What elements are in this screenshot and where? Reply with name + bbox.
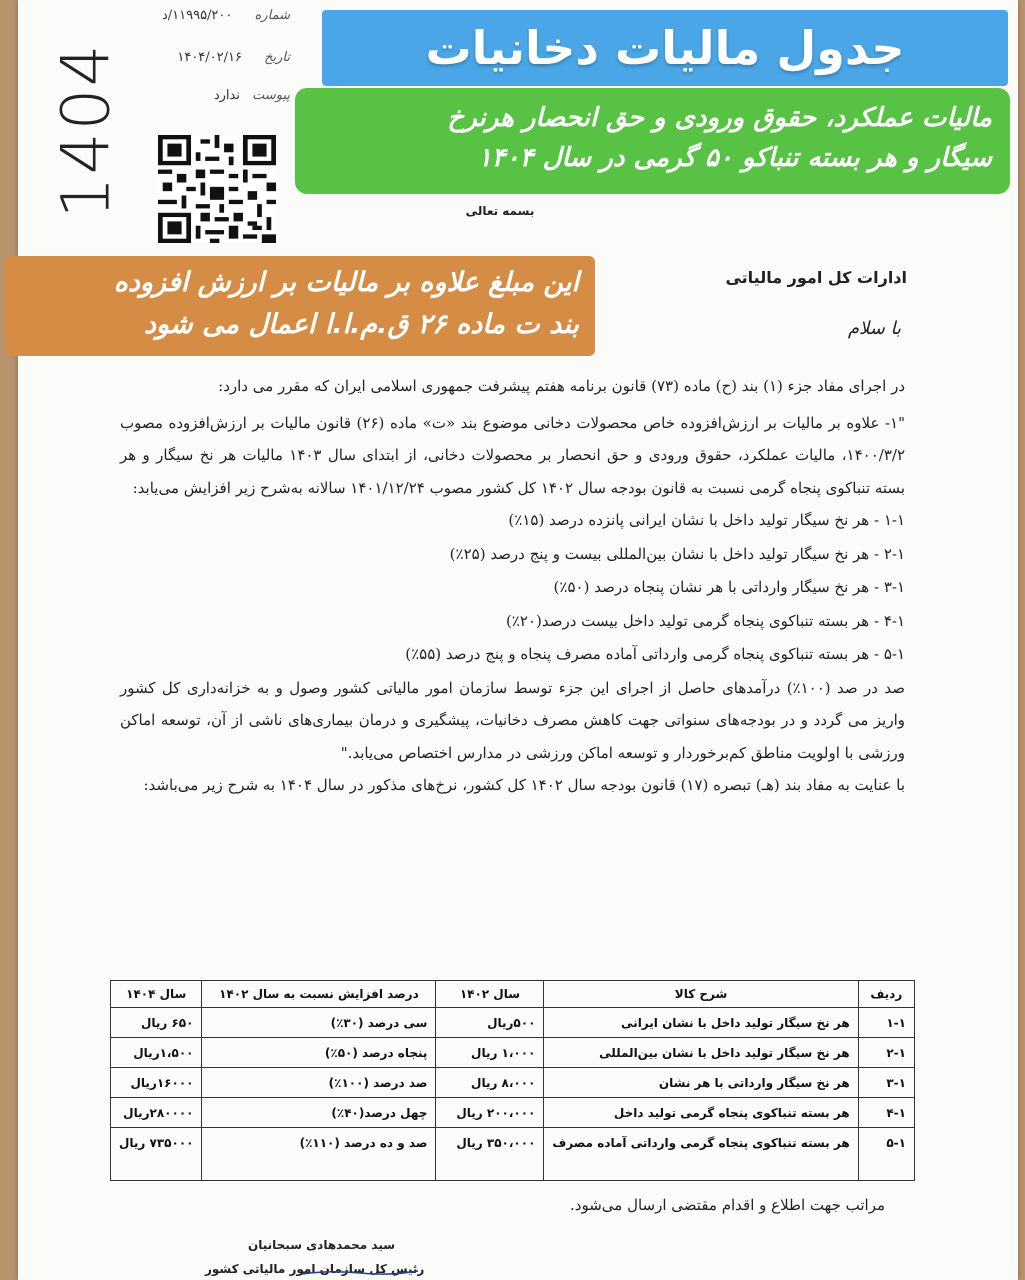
tax-rates-table [110,980,915,1181]
header-row-number: ردیف [858,981,914,1008]
vat-note-line-2: بند ت ماده ۲۶ ق.م.ا.ا اعمال می شود [144,309,579,340]
closing-sentence: مراتب جهت اطلاع و اقدام مقتضی ارسال می‌شود. [570,1196,885,1214]
cell-description: هر نخ سیگار تولید داخل با نشان ایرانی [544,1008,858,1038]
vat-note-line-1: این مبلغ علاوه بر مالیات بر ارزش افزوده [113,267,579,298]
law-paragraph-2: صد در صد (۱۰۰٪) درآمدهای حاصل از اجرای این جزء توسط سازمان امور مالیاتی کشور وصول و به خزانه‌داری کل کشور واریز می گردد و در بودجه‌های سنواتی جهت کاهش مصرف دخانیات، پیشگیری و درمان بیماری‌های ناشی از آن، توسعه اماکن ورزشی با اولویت مناطق کم‌برخوردار و توسعه اماکن ورزشی در مدارس اختصاص می‌یابد." [120,678,905,762]
greeting: با سلام [847,318,901,339]
rates-intro-paragraph: با عنایت به مفاد بند (هـ) تبصره (۱۷) قانون بودجه سال ۱۴۰۲ کل کشور، نرخ‌های مذکور در سال ۱۴۰۴ به شرح زیر می‌باشد: [143,776,905,794]
letter-body [120,370,905,802]
cell-row-number: ۴-۱ [858,1098,914,1128]
letter-number [150,8,290,23]
title-banner [322,10,1008,86]
year-vertical: 1404 [47,42,125,218]
signer-title: رئیس کل سازمان امور مالیاتی کشور [205,1262,425,1276]
table-header-row [111,981,915,1008]
table-row [111,1008,915,1038]
subtitle-banner [295,88,1010,194]
cell-row-number: ۵-۱ [858,1128,914,1181]
law-paragraph-1: "۱- علاوه بر مالیات بر ارزش‌افزوده خاص محصولات دخانی موضوع بند «ت» ماده (۲۶) قانون مالیات بر ارزش‌افزوده مصوب ۱۴۰۰/۳/۲، مالیات عملکرد، حقوق ورودی و حق انحصار بر محصولات دخانی، از ابتدای سال ۱۴۰۳ مالیات هر نخ سیگار و هر بسته تنباکوی پنجاه گرمی نسبت به قانون بودجه سال ۱۴۰۲ کل کشور مصوب ۱۴۰۱/۱۲/۲۴ سالانه به‌شرح زیر افزایش می‌یابد: [120,413,906,497]
rate-item: ۵-۱ - هر بسته تنباکوی پنجاه گرمی وارداتی آماده مصرف پنجاه و پنج درصد (۵۵٪) [405,645,905,663]
year-vertical-text [46,40,126,220]
cell-description: هر بسته تنباکوی پنجاه گرمی تولید داخل [544,1098,858,1128]
cell-description: هر نخ سیگار وارداتی با هر نشان [544,1068,858,1098]
attachment-value: ندارد [213,88,240,103]
rate-item: ۳-۱ - هر نخ سیگار وارداتی با هر نشان پنجاه درصد (۵۰٪) [553,578,905,596]
attachment-label: پیوست [252,88,290,103]
number-value: ۱۱۹۹۵/۲۰۰/د [161,8,233,23]
cell-1404: ۶۵۰ ریال [111,1008,202,1038]
table-row [111,1128,915,1181]
cell-increase: صد و ده درصد (۱۱۰٪) [202,1128,436,1181]
rate-item: ۴-۱ - هر بسته تنباکوی پنجاه گرمی تولید داخل بیست درصد(۲۰٪) [505,611,905,630]
cell-1404: ۱۶۰۰۰ریال [111,1068,202,1098]
table-row [111,1068,915,1098]
header-year-1404: سال ۱۴۰۴ [111,981,202,1008]
cell-increase: پنجاه درصد (۵۰٪) [202,1038,436,1068]
cell-1404: ۷۳۵۰۰۰ ریال [111,1128,202,1181]
header-year-1402: سال ۱۴۰۲ [436,981,544,1008]
bismillah: بسمه تعالی [465,204,535,218]
recipient: ادارات کل امور مالیاتی [725,268,907,287]
cell-increase: سی درصد (۳۰٪) [202,1008,436,1038]
cell-1402: ۱،۰۰۰ ریال [436,1038,544,1068]
signer-name: سید محمدهادی سبحانیان [248,1238,396,1252]
cell-description: هر نخ سیگار تولید داخل با نشان بین‌المللی [544,1038,858,1068]
rate-item: ۲-۱ - هر نخ سیگار تولید داخل با نشان بین‌المللی بیست و پنج درصد (۲۵٪) [449,544,905,563]
vat-note-banner [5,256,595,356]
cell-1404: ۱،۵۰۰ریال [111,1038,202,1068]
letter-attachment [150,88,290,103]
date-label: تاریخ [264,50,290,65]
cell-1402: ۵۰۰ریال [436,1008,544,1038]
subtitle-line-2: سیگار و هر بسته تنباکو ۵۰ گرمی در سال ۱۴۰۴ [477,143,992,173]
subtitle-line-1: مالیات عملکرد، حقوق ورودی و حق انحصار هرنرخ [447,103,992,133]
rate-item: ۱-۱ - هر نخ سیگار تولید داخل با نشان ایرانی پانزده درصد (۱۵٪) [508,511,905,529]
qr-code-icon [158,135,276,243]
letter-date [150,50,290,65]
cell-increase: صد درصد (۱۰۰٪) [202,1068,436,1098]
cell-1402: ۸،۰۰۰ ریال [436,1068,544,1098]
cell-row-number: ۲-۱ [858,1038,914,1068]
intro-paragraph: در اجرای مفاد جزء (۱) بند (ح) ماده (۷۳) قانون برنامه هفتم پیشرفت جمهوری اسلامی ایران که مقرر می دارد: [218,377,905,395]
cell-row-number: ۳-۱ [858,1068,914,1098]
cell-1402: ۲۰۰،۰۰۰ ریال [436,1098,544,1128]
cell-1402: ۳۵۰،۰۰۰ ریال [436,1128,544,1181]
cell-increase: چهل درصد(۴۰٪) [202,1098,436,1128]
cell-description: هر بسته تنباکوی پنجاه گرمی وارداتی آماده مصرف [544,1128,858,1181]
table-row [111,1038,915,1068]
date-value: ۱۴۰۴/۰۲/۱۶ [177,50,242,65]
number-label: شماره [254,8,290,23]
cell-row-number: ۱-۱ [858,1008,914,1038]
table-row [111,1098,915,1128]
header-description: شرح کالا [544,981,858,1008]
cell-1404: ۲۸۰۰۰۰ریال [111,1098,202,1128]
signature-stroke-icon [300,1268,420,1276]
title-banner-text: جدول مالیات دخانیات [425,21,905,75]
header-increase: درصد افزایش نسبت به سال ۱۴۰۲ [202,981,436,1008]
